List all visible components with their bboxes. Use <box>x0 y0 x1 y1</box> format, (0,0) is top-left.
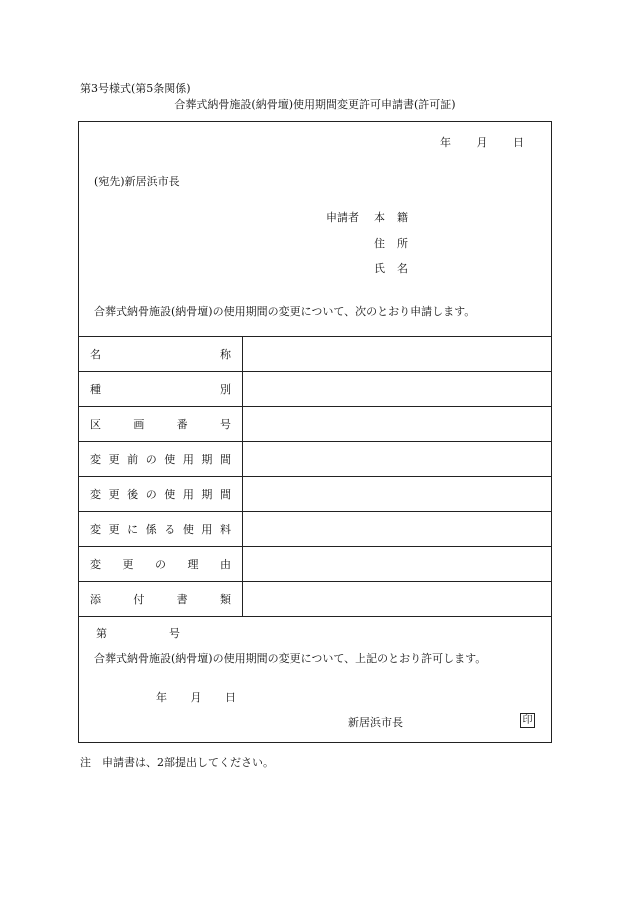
registered-domicile-label: 本 籍 <box>374 211 408 224</box>
row-label-char: 使 <box>164 488 176 501</box>
row-label-char: 称 <box>220 348 231 361</box>
row-label-char: 更 <box>122 558 134 571</box>
permit-number: 第 号 <box>96 627 180 640</box>
row-label <box>90 477 231 511</box>
row-label-char: の <box>145 453 157 466</box>
footnote: 注 申請書は、2部提出してください。 <box>80 756 274 769</box>
row-label-char: 変 <box>90 523 101 536</box>
row-label-char: 名 <box>90 348 101 361</box>
row-label-char: 更 <box>108 523 120 536</box>
row-label-char: 書 <box>176 593 188 606</box>
row-label-char: 類 <box>219 593 231 606</box>
table-bottom-border <box>78 616 552 617</box>
row-label <box>90 582 231 616</box>
row-label-char: 理 <box>187 558 199 571</box>
row-label-char: 間 <box>219 453 231 466</box>
row-value-field[interactable] <box>243 372 552 406</box>
row-value-field[interactable] <box>243 512 552 546</box>
applicant-label: 申請者 <box>326 211 359 224</box>
row-label-char: 間 <box>219 488 231 501</box>
row-label <box>90 407 231 441</box>
row-label-char: 更 <box>108 488 120 501</box>
row-label-char: 用 <box>182 488 194 501</box>
row-label-char: 後 <box>127 488 139 501</box>
row-value-field[interactable] <box>243 337 552 371</box>
row-label-char: に <box>127 523 139 536</box>
row-label-char: 料 <box>219 523 231 536</box>
row-label-char: 添 <box>90 593 101 606</box>
seal-stamp: 印 <box>520 713 535 728</box>
row-label-char: 別 <box>220 383 231 396</box>
table-row <box>78 511 552 546</box>
table-row <box>78 406 552 441</box>
table-row <box>78 476 552 511</box>
row-label-char: 使 <box>182 523 194 536</box>
row-value-field[interactable] <box>243 547 552 581</box>
row-label-char: 画 <box>133 418 145 431</box>
permit-date: 年 月 日 <box>156 691 236 704</box>
row-label-char: の <box>155 558 166 571</box>
date-year: 年 <box>440 136 451 149</box>
table-row <box>78 581 552 616</box>
form-id: 第3号様式(第5条関係) <box>80 82 191 95</box>
row-value-field[interactable] <box>243 582 552 616</box>
row-label-char: 変 <box>90 488 101 501</box>
permit-signer: 新居浜市長 <box>348 716 403 729</box>
row-label-char: 前 <box>127 453 139 466</box>
row-label <box>90 512 231 546</box>
row-value-field[interactable] <box>243 407 552 441</box>
row-label-char: 番 <box>176 418 188 431</box>
row-label-char: 係 <box>145 523 157 536</box>
document-title: 合葬式納骨施設(納骨壇)使用期間変更許可申請書(許可証) <box>174 98 456 111</box>
row-label-char: 付 <box>133 593 145 606</box>
row-value-field[interactable] <box>243 442 552 476</box>
address-label: 住 所 <box>374 237 408 250</box>
name-label: 氏 名 <box>374 262 408 275</box>
table-row <box>78 371 552 406</box>
addressee: (宛先)新居浜市長 <box>94 175 180 188</box>
row-label <box>90 372 231 406</box>
table-row <box>78 546 552 581</box>
row-label-char: 用 <box>201 523 213 536</box>
row-label-char: 期 <box>201 488 213 501</box>
row-label-char: 変 <box>90 558 101 571</box>
permit-statement: 合葬式納骨施設(納骨壇)の使用期間の変更について、上記のとおり許可します。 <box>94 652 487 665</box>
row-label-char: 種 <box>90 383 101 396</box>
row-label <box>90 547 231 581</box>
application-date <box>440 134 524 150</box>
table-row <box>78 441 552 476</box>
row-label-char: 期 <box>201 453 213 466</box>
row-label-char: 更 <box>108 453 120 466</box>
row-label-char: の <box>145 488 157 501</box>
table-row <box>78 336 552 371</box>
row-label-char: 使 <box>164 453 176 466</box>
row-value-field[interactable] <box>243 477 552 511</box>
row-label <box>90 442 231 476</box>
row-label-char: 変 <box>90 453 101 466</box>
row-label-char: 区 <box>90 418 101 431</box>
date-month: 月 <box>476 136 488 149</box>
row-label-char: 号 <box>219 418 231 431</box>
date-day: 日 <box>513 136 524 149</box>
row-label <box>90 337 231 371</box>
request-statement: 合葬式納骨施設(納骨壇)の使用期間の変更について、次のとおり申請します。 <box>94 305 476 318</box>
row-label-char: 由 <box>220 558 231 571</box>
row-label-char: る <box>164 523 176 536</box>
row-label-char: 用 <box>182 453 194 466</box>
